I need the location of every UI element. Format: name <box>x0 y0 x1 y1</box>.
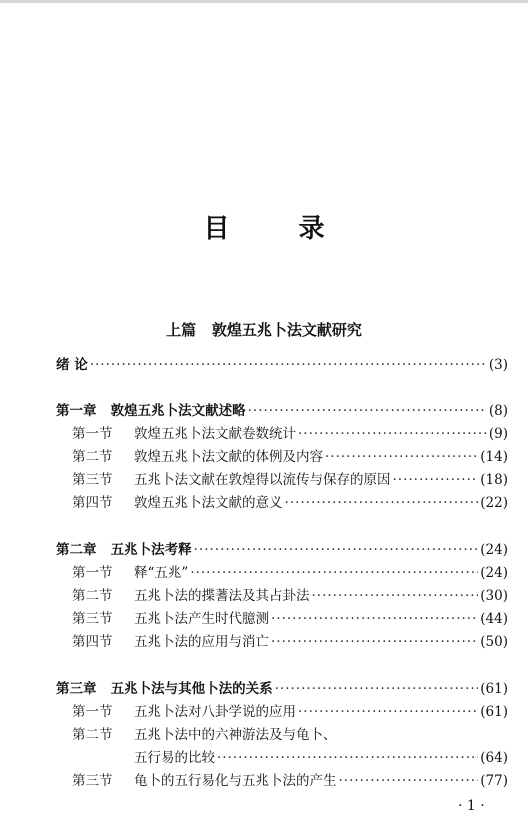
toc-entry-section[interactable] <box>72 769 508 791</box>
chapter-number: 第三章 <box>56 681 97 697</box>
section-title: 敦煌五兆卜法文献的体例及内容 <box>134 449 323 465</box>
dot-leader <box>298 704 478 720</box>
toc-entry-section[interactable] <box>72 630 508 652</box>
chapter-number: 第二章 <box>56 542 97 558</box>
page-title: 目 录 <box>203 214 355 244</box>
section-number: 第一节 <box>72 565 113 581</box>
toc-entry-section[interactable] <box>72 700 508 722</box>
section-number: 第四节 <box>72 495 113 511</box>
section-title: 释“五兆” <box>134 565 189 581</box>
toc-entry-page: (61) <box>480 681 508 697</box>
dot-leader <box>285 495 479 511</box>
section-title: 五兆卜法中的六神游法及与龟卜、 <box>134 727 337 743</box>
dot-leader <box>298 426 487 442</box>
toc-entry-page: (50) <box>480 634 508 650</box>
section-title: 龟卜的五行易化与五兆卜法的产生 <box>134 773 337 789</box>
section-title: 敦煌五兆卜法文献卷数统计 <box>134 426 296 442</box>
section-title: 五兆卜法对八卦学说的应用 <box>134 704 296 720</box>
top-border <box>0 0 528 3</box>
toc-entry-page: (77) <box>480 773 508 789</box>
section-number: 第二节 <box>72 588 113 604</box>
section-title: 五兆卜法的应用与消亡 <box>134 634 269 650</box>
toc-entry-section[interactable] <box>72 491 508 513</box>
toc-entry-page: (18) <box>480 472 508 488</box>
chapter-title: 敦煌五兆卜法文献述略 <box>110 403 246 419</box>
dot-leader <box>271 611 478 627</box>
toc-entry-section[interactable] <box>72 468 508 490</box>
section-number: 第二节 <box>72 449 113 465</box>
dot-leader <box>339 773 479 789</box>
toc-entry-page: (30) <box>480 588 508 604</box>
section-title: 五兆卜法的揲蓍法及其占卦法 <box>134 588 310 604</box>
toc-entry-label <box>56 677 273 697</box>
toc-entry-page: (14) <box>480 449 508 465</box>
chapter-number: 第一章 <box>56 403 97 419</box>
toc-entry-chapter[interactable] <box>56 538 508 560</box>
toc-entry-page: (22) <box>480 495 508 511</box>
toc-entry-chapter[interactable] <box>56 677 508 699</box>
toc-entry-section[interactable] <box>72 422 508 444</box>
toc-entry-label: 绪 论 <box>56 357 88 373</box>
dot-leader <box>194 542 479 558</box>
toc-entry-continuation[interactable] <box>134 746 508 768</box>
dot-leader <box>90 357 487 373</box>
toc-entry-intro[interactable] <box>56 353 508 375</box>
dot-leader <box>271 634 478 650</box>
dot-leader <box>217 750 478 766</box>
toc-entry-page: (24) <box>480 565 508 581</box>
dot-leader <box>275 681 479 697</box>
section-number: 第一节 <box>72 704 113 720</box>
section-number: 第三节 <box>72 472 113 488</box>
dot-leader <box>393 472 479 488</box>
dot-leader <box>190 565 478 581</box>
section-number: 第四节 <box>72 634 113 650</box>
chapter-title: 五兆卜法与其他卜法的关系 <box>110 681 273 697</box>
toc-entry-section[interactable] <box>72 445 508 467</box>
toc-entry-label <box>56 399 246 419</box>
toc-entry-section[interactable] <box>72 584 508 606</box>
toc-entry-page: (24) <box>480 542 508 558</box>
section-number: 第三节 <box>72 773 113 789</box>
toc-entry-page: (8) <box>488 403 508 419</box>
section-title: 五兆卜法文献在敦煌得以流传与保存的原因 <box>134 472 391 488</box>
toc-entry-section[interactable] <box>72 607 508 629</box>
toc-entry-section[interactable] <box>72 561 508 583</box>
section-number: 第三节 <box>72 611 113 627</box>
toc-entry-label <box>56 538 192 558</box>
section-title: 五行易的比较 <box>134 750 215 766</box>
part-heading: 上篇 敦煌五兆卜法文献研究 <box>166 321 362 339</box>
chapter-title: 五兆卜法考释 <box>110 542 192 558</box>
toc-entry-page: (3) <box>488 357 508 373</box>
dot-leader <box>248 403 487 419</box>
section-number: 第一节 <box>72 426 113 442</box>
toc-entry-page: (64) <box>480 750 508 766</box>
toc-entry-page: (9) <box>488 426 508 442</box>
dot-leader <box>325 449 478 465</box>
section-title: 敦煌五兆卜法文献的意义 <box>134 495 283 511</box>
toc-entry-chapter[interactable] <box>56 399 508 421</box>
section-number: 第二节 <box>72 727 113 743</box>
page-number: · 1 · <box>458 798 485 814</box>
toc-entry-section[interactable] <box>72 723 508 745</box>
dot-leader <box>312 588 479 604</box>
toc-entry-page: (44) <box>480 611 508 627</box>
section-title: 五兆卜法产生时代臆测 <box>134 611 269 627</box>
toc-entry-page: (61) <box>480 704 508 720</box>
